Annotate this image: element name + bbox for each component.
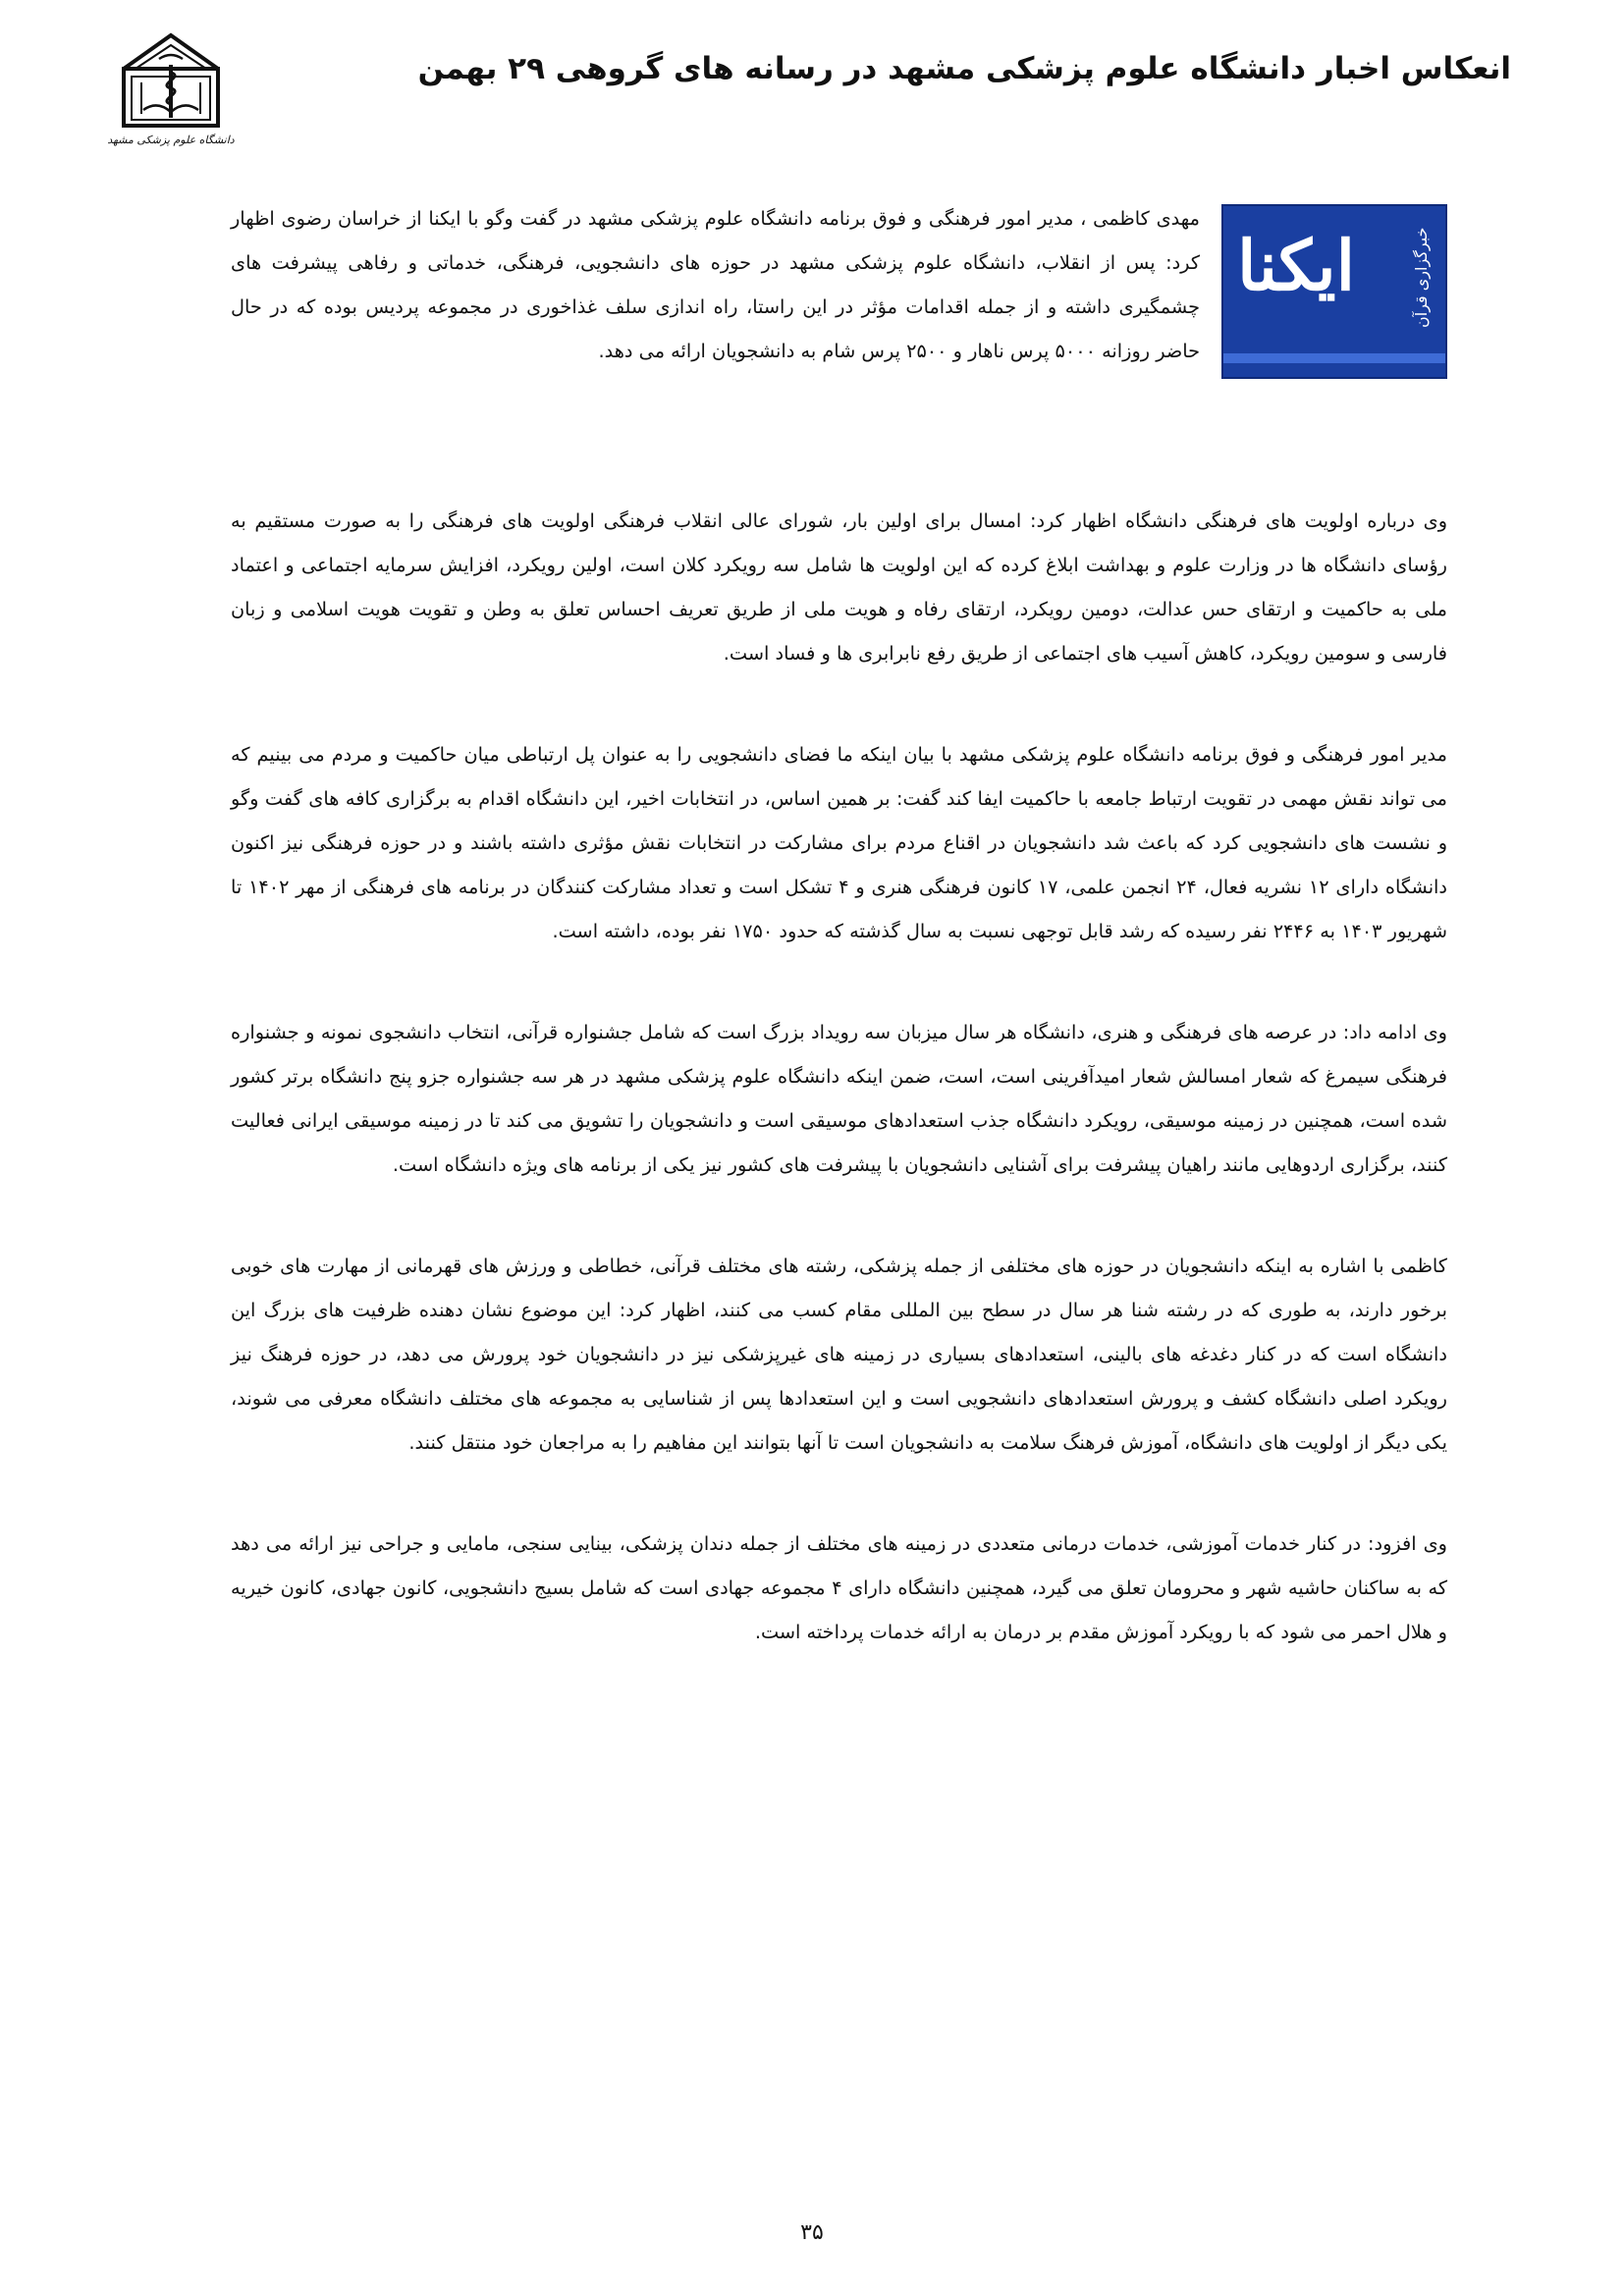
news-agency-logo-wordmark: ایکنا	[1237, 225, 1356, 306]
news-agency-logo-subtitle: خبرگزاری قرآن	[1412, 228, 1431, 329]
university-emblem-icon	[120, 29, 222, 132]
article-body	[231, 196, 1447, 1711]
article-paragraph-4: وی ادامه داد: در عرصه های فرهنگی و هنری، دانشگاه هر سال میزبان سه رویداد بزرگ است که شامل جشنواره قرآنی، انتخاب دانشجوی نمونه و جشنواره فرهنگی سیمرغ که شعار امسالش شعار امیدآفرینی است، است، ضمن اینکه دانشگاه علوم پزشکی مشهد در هر سه جشنواره جزو پنج دانشگاه برتر کشور شده است، همچنین در زمینه موسیقی، رویکرد دانشگاه جذب استعدادهای موسیقی است و دانشجویان را تشویق می کند تا در زمینه موسیقی ایرانی فعالیت کنند، برگزاری اردوهایی مانند راهیان پیشرفت برای آشنایی دانشجویان با پیشرفت های کشور نیز یکی از برنامه های ویژه دانشگاه است.	[231, 1021, 1447, 1176]
article-paragraph-6: وی افزود: در کنار خدمات آموزشی، خدمات درمانی متعددی در زمینه های مختلف از جمله دندان پزشکی، بینایی سنجی، مامایی و جراحی نیز ارائه می دهد که به ساکنان حاشیه شهر و محرومان تعلق می گیرد، همچنین دانشگاه دارای ۴ مجموعه جهادی است که شامل بسیج دانشجویی، کانون جهادی، کانون خیریه و هلال احمر می شود که با رویکرد آموزش مقدم بر درمان به ارائه خدمات پرداخته است.	[231, 1532, 1448, 1643]
paragraph-text: مهدی کاظمی ، مدیر امور فرهنگی و فوق برنامه دانشگاه علوم پزشکی مشهد در گفت وگو با ایکنا از خراسان رضوی اظهار کرد: پس از انقلاب، دانشگاه علوم پزشکی مشهد در حوزه های دانشجویی، فرهنگی، خدماتی و رفاهی پیشرفت های چشمگیری داشته و از جمله اقدامات مؤثر در این راستا، راه اندازی سلف غذاخوری در مجموعه پردیس بوده که در حال حاضر روزانه ۵۰۰۰ پرس ناهار و ۲۵۰۰ پرس شام به دانشجویان ارائه می دهد.	[231, 207, 1200, 362]
university-logo	[107, 29, 235, 167]
news-agency-logo-stripe	[1223, 353, 1445, 363]
page-number: ۳۵	[800, 2220, 824, 2245]
page-title: انعکاس اخبار دانشگاه علوم پزشکی مشهد در رسانه های گروهی ۲۹ بهمن	[417, 51, 1511, 86]
article-paragraph-2: وی درباره اولویت های فرهنگی دانشگاه اظهار کرد: امسال برای اولین بار، شورای عالی انقلاب فرهنگی اولویت های فرهنگی را به صورت مستقیم به رؤسای دانشگاه ها در وزارت علوم و بهداشت ابلاغ کرده که این اولویت ها شامل سه رویکرد کلان است، اولین رویکرد، افزایش سرمایه اجتماعی و اعتماد ملی به حاکمیت و ارتقای حس عدالت، دومین رویکرد، ارتقای رفاه و هویت ملی از طریق تعریف احساس تعلق به وطن و تقویت هویت اسلامی و زبان فارسی و سومین رویکرد، کاهش آسیب های اجتماعی از طریق رفع نابرابری ها و فساد است.	[231, 509, 1447, 665]
article-paragraph-5: کاظمی با اشاره به اینکه دانشجویان در حوزه های مختلفی از جمله پزشکی، رشته های مختلف قرآنی، خطاطی و ورزش های قهرمانی از مهارت های خوبی برخور دارند، به طوری که در رشته شنا هر سال در سطح بین المللی مقام کسب می کنند، اظهار کرد: این موضوع نشان دهنده ظرفیت های بزرگ این دانشگاه است که در کنار دغدغه های بالینی، استعدادهای بسیاری در زمینه های غیرپزشکی نیز در دانشجویان خود پرورش می دهد، در حوزه فرهنگ نیز رویکرد اصلی دانشگاه کشف و پرورش استعدادهای دانشجویی است و این استعدادها پس از شناسایی به مجموعه های مختلف دانشگاه معرفی می شوند، یکی دیگر از اولویت های دانشگاه، آموزش فرهنگ سلامت به دانشجویان است تا آنها بتوانند این مفاهیم را به مراجعان خود منتقل کنند.	[231, 1255, 1447, 1454]
news-agency-logo	[1221, 204, 1447, 379]
university-logo-caption: دانشگاه علوم پزشکی مشهد	[107, 133, 235, 146]
page-header	[107, 29, 1511, 177]
article-paragraph-3: مدیر امور فرهنگی و فوق برنامه دانشگاه علوم پزشکی مشهد با بیان اینکه ما فضای دانشجویی را به عنوان پل ارتباطی میان حاکمیت و مردم می بینیم که می تواند نقش مهمی در تقویت ارتباط جامعه با حاکمیت ایفا کند گفت: بر همین اساس، در انتخابات اخیر، این دانشگاه اقدام به برگزاری کافه های گفت وگو و نشست های دانشجویی کرد که باعث شد دانشجویان در اقناع مردم برای مشارکت در انتخابات نقش مؤثری داشته باشند و در حوزه فرهنگی نیز اکنون دانشگاه دارای ۱۲ نشریه فعال، ۲۴ انجمن علمی، ۱۷ کانون فرهنگی هنری و ۴ تشکل است و تعداد مشارکت کنندگان در برنامه های فرهنگی از مهر ۱۴۰۲ تا شهریور ۱۴۰۳ به ۲۴۴۶ نفر رسیده که رشد قابل توجهی نسبت به سال گذشته که حدود ۱۷۵۰ نفر بوده، داشته است.	[231, 743, 1448, 942]
article-paragraph-1	[231, 196, 1447, 442]
